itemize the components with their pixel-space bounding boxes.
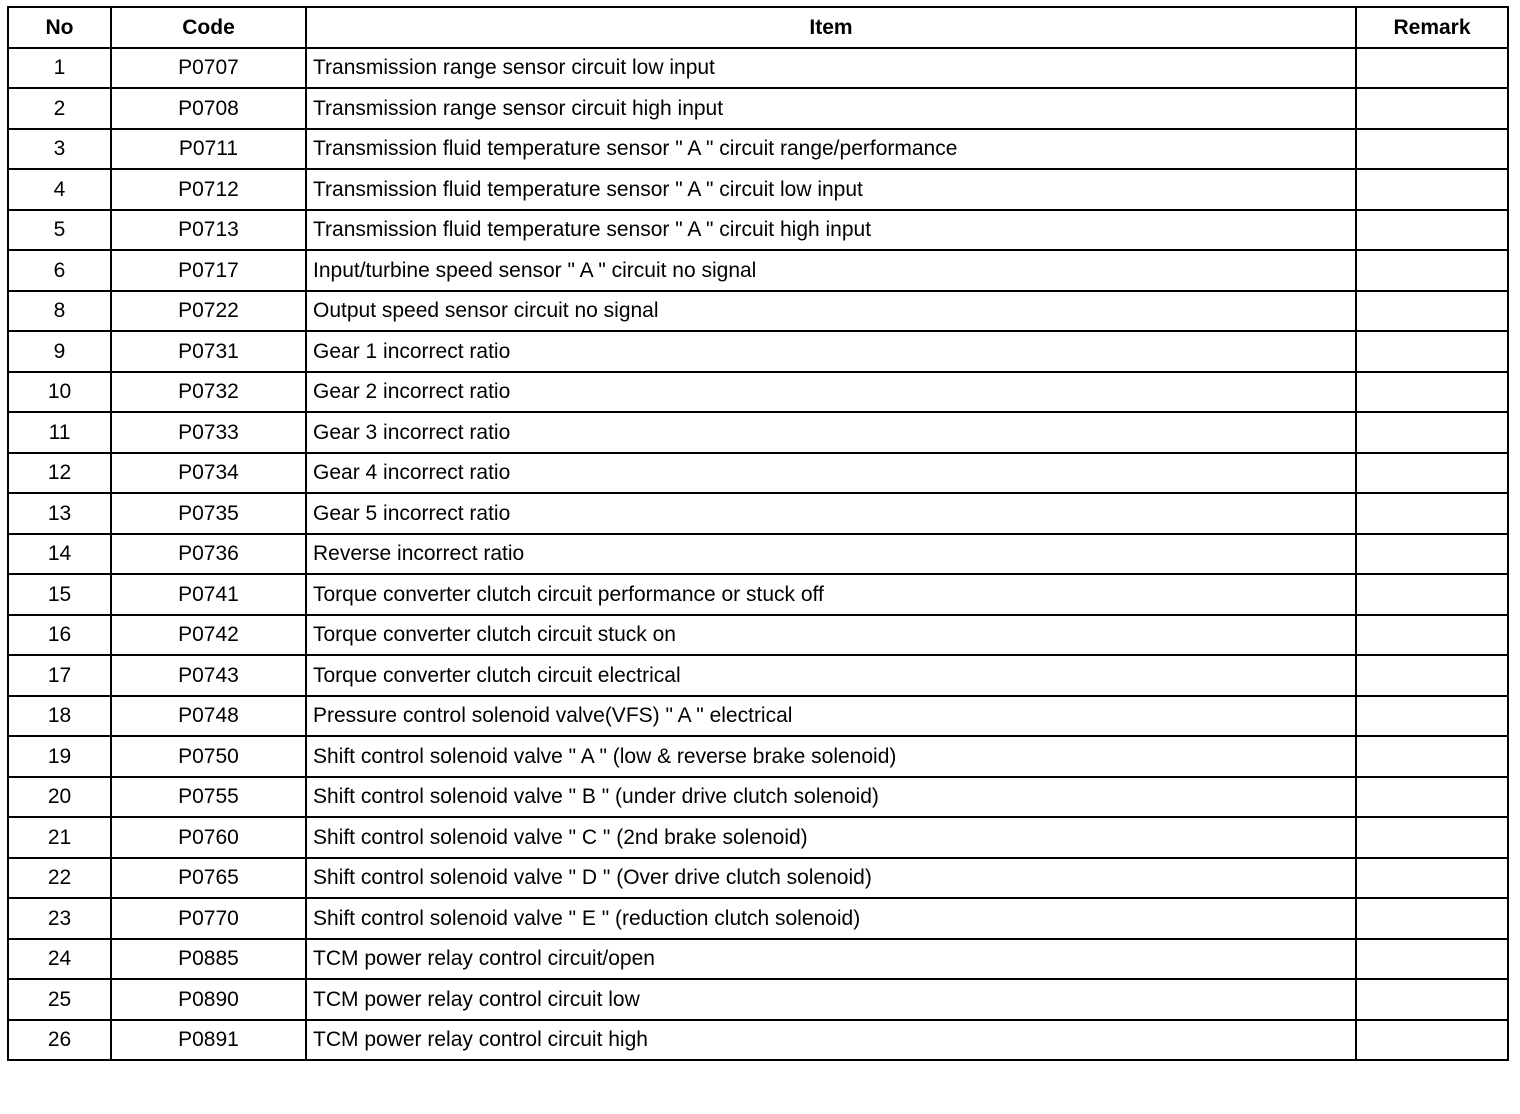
cell-no: 18 xyxy=(8,696,111,737)
cell-code: P0717 xyxy=(111,250,306,291)
cell-code: P0735 xyxy=(111,493,306,534)
cell-no: 1 xyxy=(8,48,111,89)
cell-no: 17 xyxy=(8,655,111,696)
table-row xyxy=(8,372,1508,413)
cell-code: P0733 xyxy=(111,412,306,453)
table-row xyxy=(8,817,1508,858)
cell-no: 4 xyxy=(8,169,111,210)
cell-item: Transmission fluid temperature sensor " A " circuit high input xyxy=(306,210,1356,251)
cell-remark xyxy=(1356,939,1508,980)
cell-remark xyxy=(1356,898,1508,939)
header-code: Code xyxy=(111,7,306,48)
cell-code: P0734 xyxy=(111,453,306,494)
cell-remark xyxy=(1356,169,1508,210)
cell-item: Transmission range sensor circuit low input xyxy=(306,48,1356,89)
cell-remark xyxy=(1356,291,1508,332)
cell-remark xyxy=(1356,615,1508,656)
table-row xyxy=(8,48,1508,89)
table-row xyxy=(8,412,1508,453)
table-row xyxy=(8,291,1508,332)
cell-remark xyxy=(1356,453,1508,494)
table-row xyxy=(8,939,1508,980)
cell-no: 6 xyxy=(8,250,111,291)
cell-code: P0708 xyxy=(111,88,306,129)
cell-remark xyxy=(1356,412,1508,453)
table-row xyxy=(8,979,1508,1020)
cell-item: Shift control solenoid valve " A " (low & reverse brake solenoid) xyxy=(306,736,1356,777)
table-row xyxy=(8,88,1508,129)
cell-no: 22 xyxy=(8,858,111,899)
table-row xyxy=(8,453,1508,494)
cell-no: 24 xyxy=(8,939,111,980)
table-row xyxy=(8,331,1508,372)
cell-no: 23 xyxy=(8,898,111,939)
cell-remark xyxy=(1356,979,1508,1020)
cell-no: 25 xyxy=(8,979,111,1020)
cell-item: Torque converter clutch circuit electrical xyxy=(306,655,1356,696)
table-row xyxy=(8,129,1508,170)
cell-no: 11 xyxy=(8,412,111,453)
cell-no: 2 xyxy=(8,88,111,129)
cell-remark xyxy=(1356,655,1508,696)
cell-remark xyxy=(1356,817,1508,858)
table-row xyxy=(8,615,1508,656)
cell-no: 20 xyxy=(8,777,111,818)
cell-item: Transmission range sensor circuit high input xyxy=(306,88,1356,129)
cell-code: P0891 xyxy=(111,1020,306,1061)
cell-no: 26 xyxy=(8,1020,111,1061)
cell-remark xyxy=(1356,574,1508,615)
cell-item: Output speed sensor circuit no signal xyxy=(306,291,1356,332)
cell-item: Transmission fluid temperature sensor " A " circuit low input xyxy=(306,169,1356,210)
cell-item: Gear 2 incorrect ratio xyxy=(306,372,1356,413)
cell-item: TCM power relay control circuit/open xyxy=(306,939,1356,980)
cell-remark xyxy=(1356,736,1508,777)
table-row xyxy=(8,1020,1508,1061)
cell-code: P0755 xyxy=(111,777,306,818)
cell-no: 21 xyxy=(8,817,111,858)
header-item: Item xyxy=(306,7,1356,48)
cell-remark xyxy=(1356,48,1508,89)
cell-item: TCM power relay control circuit high xyxy=(306,1020,1356,1061)
table-row xyxy=(8,493,1508,534)
cell-code: P0711 xyxy=(111,129,306,170)
cell-remark xyxy=(1356,210,1508,251)
cell-code: P0713 xyxy=(111,210,306,251)
cell-code: P0712 xyxy=(111,169,306,210)
cell-no: 12 xyxy=(8,453,111,494)
cell-no: 15 xyxy=(8,574,111,615)
cell-no: 14 xyxy=(8,534,111,575)
cell-item: Gear 3 incorrect ratio xyxy=(306,412,1356,453)
cell-code: P0885 xyxy=(111,939,306,980)
cell-code: P0748 xyxy=(111,696,306,737)
cell-code: P0770 xyxy=(111,898,306,939)
cell-code: P0765 xyxy=(111,858,306,899)
table-row xyxy=(8,898,1508,939)
cell-item: Torque converter clutch circuit performance or stuck off xyxy=(306,574,1356,615)
cell-remark xyxy=(1356,129,1508,170)
cell-remark xyxy=(1356,493,1508,534)
cell-no: 9 xyxy=(8,331,111,372)
table-row xyxy=(8,210,1508,251)
table-row xyxy=(8,736,1508,777)
cell-remark xyxy=(1356,250,1508,291)
cell-code: P0741 xyxy=(111,574,306,615)
cell-remark xyxy=(1356,534,1508,575)
cell-remark xyxy=(1356,372,1508,413)
cell-remark xyxy=(1356,331,1508,372)
cell-code: P0743 xyxy=(111,655,306,696)
cell-no: 19 xyxy=(8,736,111,777)
cell-remark xyxy=(1356,777,1508,818)
cell-code: P0890 xyxy=(111,979,306,1020)
cell-item: Shift control solenoid valve " B " (under drive clutch solenoid) xyxy=(306,777,1356,818)
cell-remark xyxy=(1356,696,1508,737)
table-row xyxy=(8,534,1508,575)
cell-code: P0760 xyxy=(111,817,306,858)
cell-item: Shift control solenoid valve " D " (Over drive clutch solenoid) xyxy=(306,858,1356,899)
cell-item: Gear 5 incorrect ratio xyxy=(306,493,1356,534)
cell-remark xyxy=(1356,88,1508,129)
cell-item: Gear 4 incorrect ratio xyxy=(306,453,1356,494)
cell-item: Pressure control solenoid valve(VFS) " A " electrical xyxy=(306,696,1356,737)
cell-no: 16 xyxy=(8,615,111,656)
cell-item: Reverse incorrect ratio xyxy=(306,534,1356,575)
cell-code: P0736 xyxy=(111,534,306,575)
cell-no: 3 xyxy=(8,129,111,170)
header-row xyxy=(8,7,1508,48)
cell-no: 5 xyxy=(8,210,111,251)
cell-item: Torque converter clutch circuit stuck on xyxy=(306,615,1356,656)
cell-code: P0731 xyxy=(111,331,306,372)
dtc-code-table xyxy=(7,6,1509,1061)
cell-remark xyxy=(1356,858,1508,899)
cell-item: TCM power relay control circuit low xyxy=(306,979,1356,1020)
cell-item: Input/turbine speed sensor " A " circuit no signal xyxy=(306,250,1356,291)
cell-code: P0707 xyxy=(111,48,306,89)
table-row xyxy=(8,250,1508,291)
cell-no: 8 xyxy=(8,291,111,332)
cell-item: Shift control solenoid valve " E " (reduction clutch solenoid) xyxy=(306,898,1356,939)
table-row xyxy=(8,858,1508,899)
cell-remark xyxy=(1356,1020,1508,1061)
cell-code: P0742 xyxy=(111,615,306,656)
cell-code: P0732 xyxy=(111,372,306,413)
table-row xyxy=(8,574,1508,615)
header-remark: Remark xyxy=(1356,7,1508,48)
table-body xyxy=(8,48,1508,1061)
table-header xyxy=(8,7,1508,48)
cell-code: P0722 xyxy=(111,291,306,332)
cell-code: P0750 xyxy=(111,736,306,777)
cell-item: Transmission fluid temperature sensor " A " circuit range/performance xyxy=(306,129,1356,170)
cell-item: Gear 1 incorrect ratio xyxy=(306,331,1356,372)
table-row xyxy=(8,169,1508,210)
table-row xyxy=(8,655,1508,696)
table-row xyxy=(8,696,1508,737)
header-no: No xyxy=(8,7,111,48)
table-row xyxy=(8,777,1508,818)
cell-item: Shift control solenoid valve " C " (2nd brake solenoid) xyxy=(306,817,1356,858)
cell-no: 13 xyxy=(8,493,111,534)
cell-no: 10 xyxy=(8,372,111,413)
